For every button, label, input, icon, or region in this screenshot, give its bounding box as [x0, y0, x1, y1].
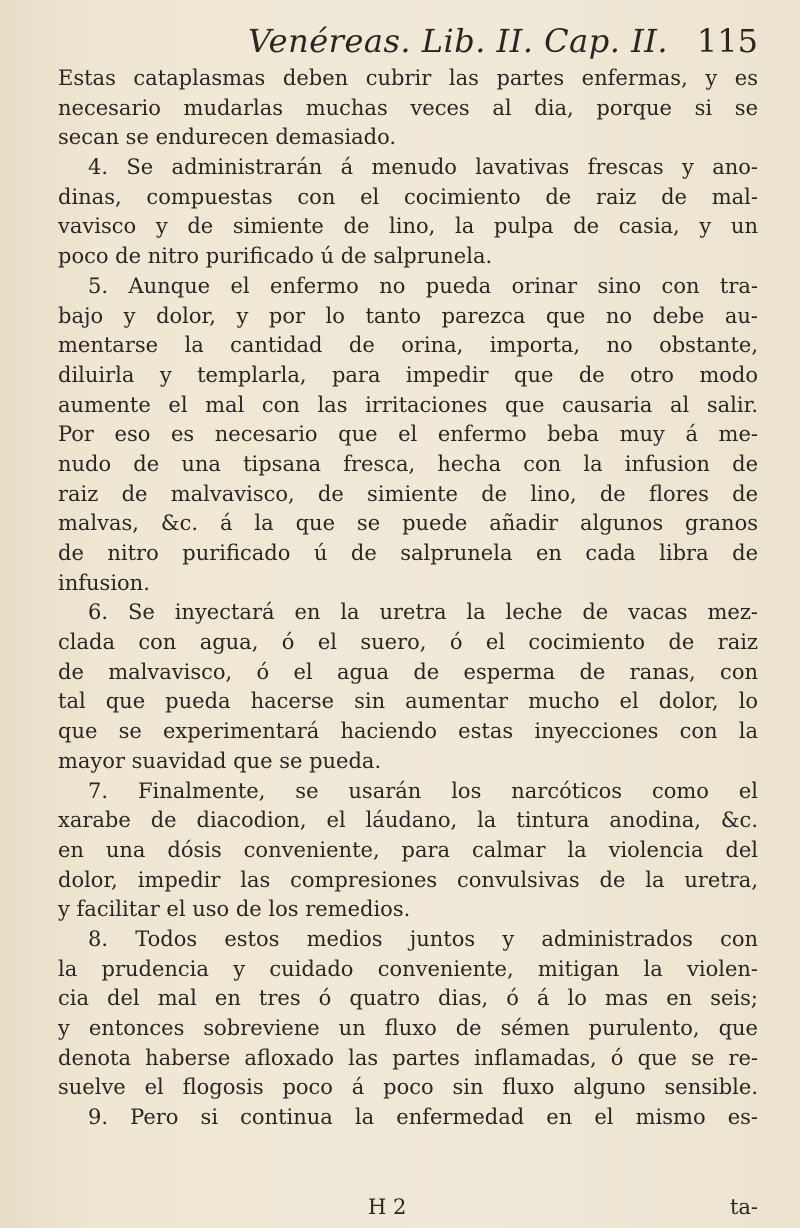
- text-line: nudo de una tipsana fresca, hecha con la infusion de: [58, 451, 758, 476]
- text-line: xarabe de diacodion, el láudano, la tintura anodina, &c.: [58, 808, 758, 833]
- text-body: [58, 64, 758, 1184]
- text-line: denota haberse afloxado las partes inflamadas, ó que se re-: [58, 1045, 758, 1070]
- text-line: tal que pueda hacerse sin aumentar mucho el dolor, lo: [58, 689, 758, 714]
- page-header: [58, 10, 758, 68]
- text-line: 4. Se administrarán á menudo lavativas frescas y ano-: [88, 155, 758, 180]
- text-line: cia del mal en tres ó quatro dias, ó á lo mas en seis;: [58, 986, 758, 1011]
- page-footer: [0, 1195, 800, 1225]
- catchword: ta-: [729, 1195, 758, 1219]
- text-line: y entonces sobreviene un fluxo de sémen purulento, que: [58, 1016, 758, 1040]
- text-line: clada con agua, ó el suero, ó el cocimiento de raiz: [58, 630, 758, 655]
- text-line: necesario mudarlas muchas veces al dia, porque si se: [58, 95, 758, 120]
- text-line: secan se endurecen demasiado.: [58, 125, 397, 150]
- text-line: en una dósis conveniente, para calmar la violencia del: [58, 837, 758, 862]
- text-line: Estas cataplasmas deben cubrir las partes enfermas, y es: [58, 66, 758, 90]
- text-line: bajo y dolor, y por lo tanto parezca que no debe au-: [58, 303, 758, 328]
- text-line: de nitro purificado ú de salprunela en cada libra de: [58, 541, 758, 565]
- text-line: aumente el mal con las irritaciones que causaria al salir.: [58, 392, 758, 417]
- text-line: dolor, impedir las compresiones convulsivas de la uretra,: [58, 867, 758, 892]
- text-line: dinas, compuestas con el cocimiento de raiz de mal-: [58, 184, 758, 209]
- signature-mark: H 2: [368, 1195, 407, 1219]
- text-line: 5. Aunque el enfermo no pueda orinar sino con tra-: [88, 273, 758, 298]
- text-line: la prudencia y cuidado conveniente, mitigan la violen-: [58, 956, 758, 981]
- running-head: Venéreas. Lib. II. Cap. II.: [248, 22, 669, 60]
- text-line: y facilitar el uso de los remedios.: [58, 897, 411, 922]
- text-line: suelve el flogosis poco á poco sin fluxo alguno sensible.: [58, 1075, 758, 1100]
- text-line: Por eso es necesario que el enfermo beba muy á me-: [58, 422, 758, 447]
- text-line: 9. Pero si continua la enfermedad en el mismo es-: [88, 1105, 758, 1130]
- text-line: mentarse la cantidad de orina, importa, no obstante,: [58, 333, 758, 358]
- text-line: malvas, &c. á la que se puede añadir algunos granos: [58, 511, 758, 536]
- text-line: 8. Todos estos medios juntos y administrados con: [88, 926, 758, 951]
- page-number: 115: [696, 22, 758, 60]
- text-line: diluirla y templarla, para impedir que de otro modo: [58, 362, 758, 387]
- text-line: 6. Se inyectará en la uretra la leche de vacas mez-: [88, 600, 758, 625]
- text-line: vavisco y de simiente de lino, la pulpa de casia, y un: [58, 214, 758, 239]
- text-line: de malvavisco, ó el agua de esperma de ranas, con: [58, 659, 758, 684]
- text-line: 7. Finalmente, se usarán los narcóticos como el: [88, 778, 758, 803]
- text-line: mayor suavidad que se pueda.: [58, 748, 382, 773]
- text-line: raiz de malvavisco, de simiente de lino, de flores de: [58, 481, 758, 506]
- text-line: que se experimentará haciendo estas inyecciones con la: [58, 719, 758, 744]
- text-line: poco de nitro purificado ú de salprunela.: [58, 244, 493, 269]
- text-line: infusion.: [58, 570, 150, 595]
